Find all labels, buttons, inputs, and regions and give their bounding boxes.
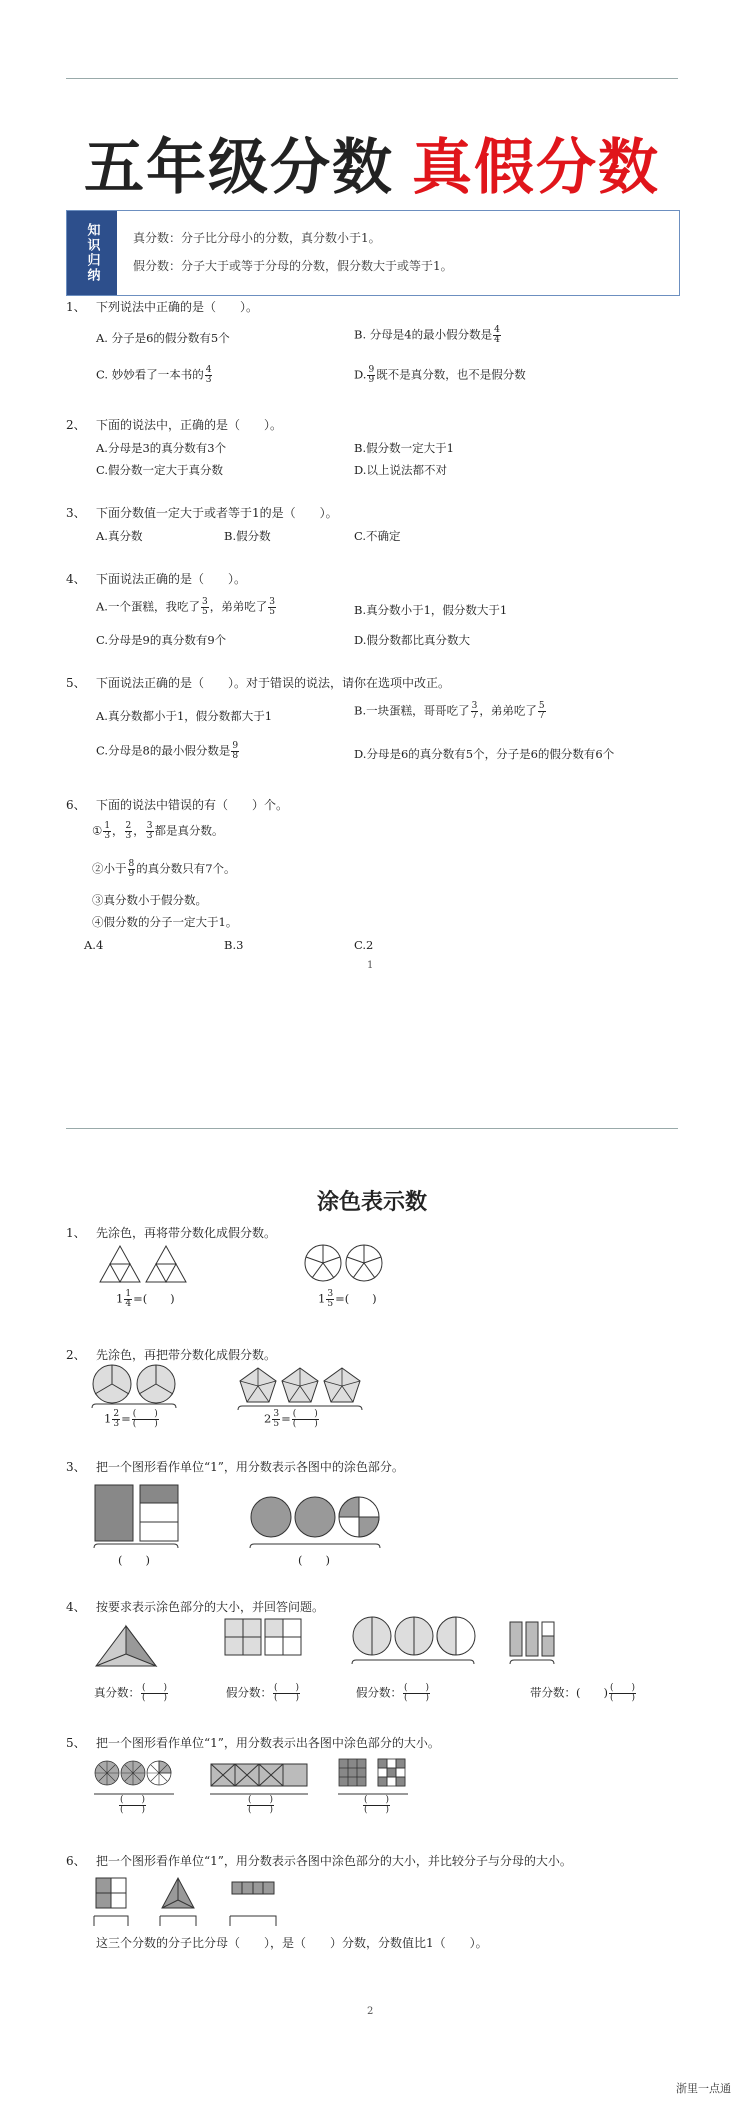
- q2-stem: 下面的说法中，正确的是（ ）。: [96, 418, 283, 432]
- answer-fraction[interactable]: [609, 1684, 636, 1703]
- answer-fraction[interactable]: [119, 1796, 146, 1815]
- q1-d-prefix: D.: [354, 367, 367, 382]
- label: 假分数：: [356, 1685, 402, 1700]
- denominator: 3: [146, 831, 153, 841]
- q1-triangle-figures[interactable]: [100, 1244, 190, 1284]
- answer-fraction[interactable]: [132, 1410, 159, 1429]
- q6-option-b[interactable]: B.3: [224, 938, 244, 952]
- fraction: [103, 822, 111, 841]
- denominator-blank[interactable]: ( ): [274, 1693, 300, 1703]
- q5-option-d[interactable]: D.分母是6的真分数有5个，分子是6的假分数有6个: [354, 747, 615, 761]
- q4-cylinders[interactable]: [508, 1618, 562, 1666]
- q5-option-b[interactable]: [354, 702, 547, 721]
- numerator-blank[interactable]: ( ): [142, 1683, 168, 1693]
- fraction: [268, 598, 276, 617]
- denominator-blank[interactable]: ( ): [142, 1693, 168, 1703]
- q1-stem: 下列说法中正确的是（ ）。: [96, 300, 259, 314]
- q4-triangle[interactable]: [94, 1624, 158, 1668]
- q3-number: 3、: [66, 506, 86, 520]
- answer-fraction[interactable]: [363, 1796, 390, 1815]
- fraction: [471, 702, 479, 721]
- denominator-blank[interactable]: ( ): [404, 1693, 430, 1703]
- q2-option-c[interactable]: C.假分数一定大于真分数: [96, 463, 224, 477]
- label: 假分数：: [226, 1685, 272, 1700]
- q4-label-4: [530, 1684, 637, 1703]
- numerator: 1: [125, 1289, 132, 1299]
- q6-strip[interactable]: [230, 1880, 280, 1928]
- q2-right-mixed: 2 $\frac{3}{5}$ = $\frac{( )}{( )}$: [264, 1409, 318, 1429]
- numerator: 8: [128, 859, 135, 869]
- answer-fraction[interactable]: [141, 1684, 168, 1703]
- q4-stem: 下面说法正确的是（ ）。: [96, 572, 247, 586]
- fraction: [326, 1290, 334, 1309]
- q4-option-d[interactable]: D.假分数都比真分数大: [354, 633, 470, 647]
- label: 真分数：: [94, 1685, 140, 1700]
- page-number-1: 1: [367, 960, 374, 971]
- title-highlight: 真假分数: [412, 133, 660, 203]
- q5-answer-3: [362, 1796, 391, 1815]
- q6-s2-prefix: ②小于: [92, 861, 127, 876]
- fraction: [205, 366, 213, 385]
- q6-statement-4: ④假分数的分子一定大于1。: [92, 915, 238, 929]
- q6-statement-1: ① $\frac{1}{3}$ ， $\frac{2}{3}$ ， $\frac{3}{3}$ 都是真分数。: [92, 821, 224, 841]
- q5-answer-2: [246, 1796, 275, 1815]
- section-title: 涂色表示数: [316, 1190, 427, 1215]
- q2-number: 2、: [66, 418, 86, 432]
- q1-d-text: 既不是真分数，也不是假分数: [376, 367, 526, 382]
- q4-a-mid: ，弟弟吃了: [209, 599, 268, 614]
- q4-number: 4、: [66, 572, 86, 586]
- denominator: 7: [538, 711, 545, 721]
- q5-b-text: B.一块蛋糕，哥哥吃了: [354, 703, 470, 718]
- numerator-blank[interactable]: ( ): [248, 1795, 274, 1805]
- p2-q3-stem: 把一个图形看作单位“1”，用分数表示各图中的涂色部分。: [96, 1460, 404, 1474]
- fraction: [201, 598, 209, 617]
- denominator: 5: [269, 607, 275, 617]
- q5-number: 5、: [66, 676, 86, 690]
- numerator: 3: [201, 597, 208, 607]
- denominator-blank[interactable]: ( ): [120, 1805, 146, 1815]
- q1-b-text: B. 分母是4的最小假分数是: [354, 327, 493, 342]
- fraction: [125, 822, 133, 841]
- numerator: 9: [368, 365, 375, 375]
- numerator: 5: [538, 701, 545, 711]
- q2-pentagons[interactable]: [238, 1366, 368, 1410]
- q6-summary: 这三个分数的分子比分母（ ），是（ ）分数，分数值比1（ ）。: [96, 1936, 488, 1950]
- fraction: [538, 702, 546, 721]
- q6-square[interactable]: [94, 1876, 134, 1928]
- q3-option-b[interactable]: B.假分数: [224, 529, 271, 543]
- p2-q2-number: 2、: [66, 1348, 86, 1362]
- knowledge-box: [66, 210, 680, 296]
- q1-option-c[interactable]: [96, 366, 213, 385]
- q1-right-mixed: [318, 1290, 377, 1309]
- numerator: 3: [269, 597, 275, 607]
- fraction: [367, 366, 375, 385]
- fraction: [493, 326, 501, 345]
- denominator: 3: [125, 831, 132, 841]
- denominator-blank[interactable]: ( ): [132, 1419, 158, 1429]
- denominator-blank[interactable]: ( ): [609, 1693, 636, 1703]
- q5-option-a[interactable]: A.真分数都小于1，假分数都大于1: [96, 709, 273, 723]
- answer-fraction[interactable]: [403, 1684, 430, 1703]
- answer-fraction[interactable]: [273, 1684, 300, 1703]
- page2-top-rule: [66, 1128, 678, 1129]
- fraction: [128, 860, 136, 879]
- q4-circles[interactable]: [352, 1616, 482, 1666]
- q1-option-d[interactable]: [354, 366, 526, 385]
- q1-option-a[interactable]: A. 分子是6的假分数有5个: [96, 331, 230, 345]
- knowledge-line-2: 假分数：分子大于或等于分母的分数，假分数大于或等于1。: [133, 259, 453, 273]
- q3-rectangles[interactable]: [94, 1484, 184, 1548]
- q5-stem: 下面说法正确的是（ ）。对于错误的说法，请你在选项中改正。: [96, 676, 451, 690]
- q4-a-text: A.一个蛋糕，我吃了: [96, 599, 200, 614]
- q1-number: 1、: [66, 300, 86, 314]
- q3-option-c[interactable]: C.不确定: [354, 529, 401, 543]
- denominator: 5: [201, 607, 208, 617]
- q3-circles[interactable]: [250, 1496, 390, 1548]
- q6-triangle[interactable]: [160, 1876, 200, 1928]
- top-rule: [66, 78, 678, 79]
- numerator: 3: [146, 821, 153, 831]
- q1-circle-figures[interactable]: [304, 1244, 384, 1284]
- p2-q5-stem: 把一个图形看作单位“1”，用分数表示出各图中涂色部分的大小。: [96, 1736, 440, 1750]
- numerator: 3: [327, 1289, 334, 1299]
- whole: 2: [264, 1411, 272, 1426]
- fraction: [124, 1290, 132, 1309]
- q5-rectangles[interactable]: [210, 1760, 310, 1796]
- numerator: 3: [273, 1409, 280, 1419]
- p2-q5-number: 5、: [66, 1736, 86, 1750]
- numerator-blank[interactable]: ( ): [132, 1409, 158, 1419]
- numerator: 2: [125, 821, 132, 831]
- q1-c-text: C. 妙妙看了一本书的: [96, 367, 204, 382]
- q6-stem: 下面的说法中错误的有（ ）个。: [96, 798, 289, 812]
- denominator-blank[interactable]: ( ): [292, 1419, 318, 1429]
- q6-option-a[interactable]: A.4: [84, 938, 104, 952]
- fraction: [112, 1410, 120, 1429]
- p2-q1-stem: 先涂色，再将带分数化成假分数。: [96, 1226, 277, 1240]
- page-number-2: 2: [367, 2006, 374, 2017]
- q4-option-b[interactable]: B.真分数小于1，假分数大于1: [354, 603, 508, 617]
- q5-option-c[interactable]: [96, 742, 240, 761]
- answer-blank[interactable]: =( ): [133, 1291, 175, 1306]
- q6-option-c[interactable]: C.2: [354, 938, 374, 952]
- q5-answer-1: [118, 1796, 147, 1815]
- q3-option-a[interactable]: A.真分数: [96, 529, 143, 543]
- p2-q4-number: 4、: [66, 1600, 86, 1614]
- denominator: 9: [128, 869, 135, 879]
- p2-q3-number: 3、: [66, 1460, 86, 1474]
- denominator: 5: [327, 1299, 334, 1309]
- q4-label-3: [356, 1684, 431, 1703]
- p2-q1-number: 1、: [66, 1226, 86, 1240]
- numerator: 2: [113, 1409, 120, 1419]
- numerator: 9: [232, 741, 239, 751]
- q4-option-a[interactable]: [96, 598, 277, 617]
- p2-q6-stem: 把一个图形看作单位“1”，用分数表示各图中涂色部分的大小，并比较分子与分母的大小。: [96, 1854, 572, 1868]
- denominator: 7: [471, 711, 478, 721]
- q6-number: 6、: [66, 798, 86, 812]
- q6-s1-text: 都是真分数。: [154, 823, 224, 838]
- q6-s2-text: 的真分数只有7个。: [136, 861, 236, 876]
- denominator: 4: [494, 335, 500, 345]
- numerator-blank[interactable]: ( ): [274, 1683, 300, 1693]
- numerator: 4: [205, 365, 212, 375]
- numerator-blank[interactable]: ( ): [120, 1795, 146, 1805]
- label: 带分数：( ): [530, 1685, 608, 1700]
- denominator-blank[interactable]: ( ): [248, 1805, 274, 1815]
- page-title: [0, 120, 744, 206]
- knowledge-line-1: 真分数：分子比分母小的分数，真分数小于1。: [133, 231, 381, 245]
- q6-s1-prefix: ①: [92, 823, 103, 838]
- q2-option-d[interactable]: D.以上说法都不对: [354, 463, 447, 477]
- numerator: 3: [471, 701, 478, 711]
- numerator-blank[interactable]: ( ): [404, 1683, 430, 1693]
- fraction: [146, 822, 154, 841]
- q6-statement-2: [92, 860, 236, 879]
- q6-statement-3: ③真分数小于假分数。: [92, 893, 207, 907]
- p2-q2-stem: 先涂色，再把带分数化成假分数。: [96, 1348, 277, 1362]
- q4-option-c[interactable]: C.分母是9的真分数有9个: [96, 633, 227, 647]
- fraction: [231, 742, 239, 761]
- numerator-blank[interactable]: ( ): [364, 1795, 390, 1805]
- fraction: [272, 1410, 280, 1429]
- q4-squares[interactable]: [224, 1618, 304, 1660]
- q3-left-blank[interactable]: ( ): [118, 1553, 150, 1567]
- q3-right-blank[interactable]: ( ): [298, 1553, 330, 1567]
- denominator: 3: [113, 1419, 120, 1429]
- q1-left-mixed: [116, 1290, 175, 1309]
- q2-left-mixed: 1 $\frac{2}{3}$ = $\frac{( )}{( )}$: [104, 1409, 158, 1429]
- q2-circles-thirds[interactable]: [92, 1364, 182, 1408]
- footer-brand: 浙里一点通: [676, 2082, 731, 2095]
- q5-c-text: C.分母是8的最小假分数是: [96, 743, 231, 758]
- answer-fraction[interactable]: [292, 1410, 319, 1429]
- q2-option-b[interactable]: B.假分数一定大于1: [354, 441, 454, 455]
- title-main: 五年级分数: [84, 133, 394, 203]
- numerator: 4: [494, 325, 500, 335]
- q2-option-a[interactable]: A.分母是3的真分数有3个: [96, 441, 227, 455]
- denominator: 9: [368, 375, 375, 385]
- denominator: 5: [273, 1419, 280, 1429]
- denominator-blank[interactable]: ( ): [364, 1805, 390, 1815]
- p2-q6-number: 6、: [66, 1854, 86, 1868]
- q4-label-2: [226, 1684, 301, 1703]
- answer-fraction[interactable]: [247, 1796, 274, 1815]
- whole: 1: [104, 1411, 112, 1426]
- whole: 1: [116, 1291, 124, 1306]
- denominator: 3: [104, 831, 111, 841]
- q5-circles[interactable]: [94, 1760, 178, 1796]
- answer-blank[interactable]: =( ): [335, 1291, 377, 1306]
- numerator-blank[interactable]: ( ): [609, 1683, 636, 1693]
- q3-stem: 下面分数值一定大于或者等于1的是（ ）。: [96, 506, 338, 520]
- numerator-blank[interactable]: ( ): [292, 1409, 318, 1419]
- denominator: 3: [205, 375, 212, 385]
- denominator: 8: [232, 751, 239, 761]
- p2-q4-stem: 按要求表示涂色部分的大小，并回答问题。: [96, 1600, 325, 1614]
- q1-option-b[interactable]: [354, 326, 502, 345]
- q4-label-1: [94, 1684, 169, 1703]
- q5-b-mid: ，弟弟吃了: [479, 703, 537, 718]
- denominator: 4: [125, 1299, 132, 1309]
- numerator: 1: [104, 821, 111, 831]
- knowledge-tag: 知识归纳: [67, 211, 117, 295]
- whole: 1: [318, 1291, 326, 1306]
- q5-grids[interactable]: [338, 1758, 412, 1796]
